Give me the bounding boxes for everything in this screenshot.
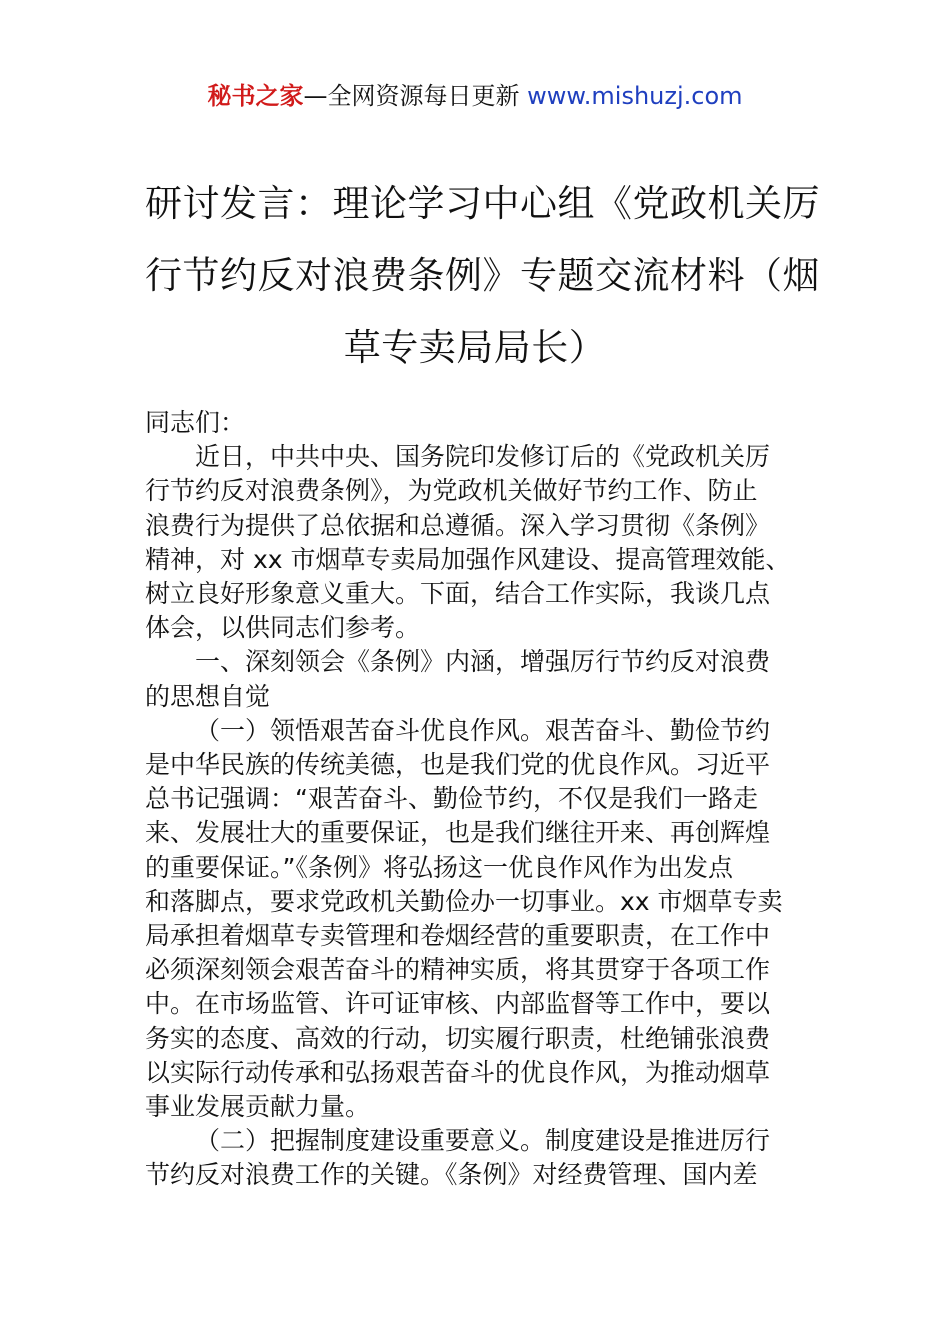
body-line: 总书记强调：“艰苦奋斗、勤俭节约，不仅是我们一路走 (145, 784, 758, 814)
site-url-link[interactable]: www.mishuzj.com (527, 82, 743, 110)
body-line: 局承担着烟草专卖管理和卷烟经营的重要职责，在工作中 (145, 921, 771, 951)
body-line: （二）把握制度建设重要意义。制度建设是推进厉行 (195, 1126, 771, 1156)
title-line: 行节约反对浪费条例》专题交流材料（烟 (145, 254, 820, 297)
body-line: 体会，以供同志们参考。 (145, 613, 421, 643)
body-line: 来、发展壮大的重要保证，也是我们继往开来、再创辉煌 (145, 818, 771, 848)
site-tagline: —全网资源每日更新 (303, 82, 528, 110)
body-line: 的重要保证。”《条例》将弘扬这一优良作风作为出发点 (145, 852, 733, 882)
body-line: 是中华民族的传统美德，也是我们党的优良作风。习近平 (145, 750, 771, 780)
document-title (145, 168, 820, 384)
document-body (145, 406, 810, 1193)
body-line: 近日，中共中央、国务院印发修订后的《党政机关厉 (195, 442, 771, 472)
body-line: 行节约反对浪费条例》，为党政机关做好节约工作、防止 (145, 476, 758, 506)
body-line: 精神，对 xx 市烟草专卖局加强作风建设、提高管理效能、 (145, 544, 791, 574)
body-line: （一）领悟艰苦奋斗优良作风。艰苦奋斗、勤俭节约 (195, 715, 771, 745)
body-line: 节约反对浪费工作的关键。《条例》对经费管理、国内差 (145, 1160, 758, 1190)
body-line: 事业发展贡献力量。 (145, 1092, 371, 1122)
site-header (0, 80, 950, 112)
body-line: 和落脚点，要求党政机关勤俭办一切事业。xx 市烟草专卖 (145, 886, 783, 916)
body-line: 以实际行动传承和弘扬艰苦奋斗的优良作风，为推动烟草 (145, 1057, 771, 1087)
body-line: 中。在市场监管、许可证审核、内部监督等工作中，要以 (145, 989, 771, 1019)
body-line: 务实的态度、高效的行动，切实履行职责，杜绝铺张浪费 (145, 1023, 771, 1053)
salutation: 同志们： (145, 408, 246, 437)
section-heading: 的思想自觉 (145, 681, 271, 711)
title-line: 草专卖局局长） (343, 326, 607, 369)
body-line: 必须深刻领会艰苦奋斗的精神实质，将其贯穿于各项工作 (145, 955, 771, 985)
body-line: 树立良好形象意义重大。下面，结合工作实际，我谈几点 (145, 579, 771, 609)
section-heading: 一、深刻领会《条例》内涵，增强厉行节约反对浪费 (195, 647, 771, 677)
body-line: 浪费行为提供了总依据和总遵循。深入学习贯彻《条例》 (145, 510, 771, 540)
title-line: 研讨发言：理论学习中心组《党政机关厉 (145, 182, 820, 225)
site-brand: 秘书之家 (207, 82, 304, 110)
